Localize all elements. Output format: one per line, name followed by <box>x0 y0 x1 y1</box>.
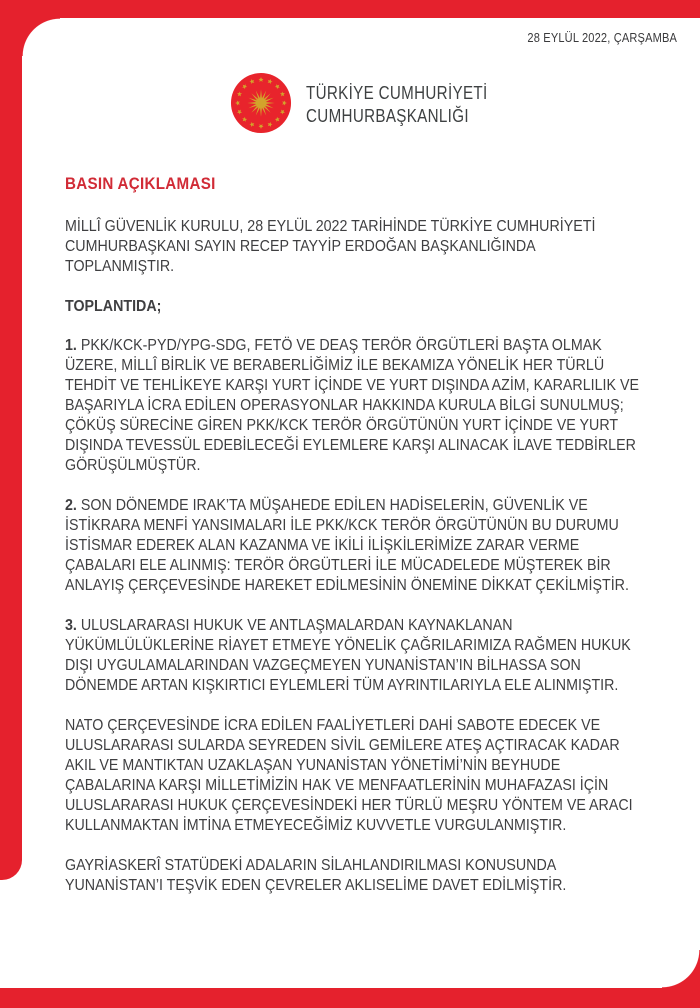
meeting-subheading: TOPLANTIDA; <box>65 298 162 315</box>
numbered-item-2 <box>65 496 643 596</box>
item-1-number: 1. <box>65 337 77 354</box>
paragraph-nato: NATO ÇERÇEVESİNDE İCRA EDİLEN FAALİYETLERİ DAHİ SABOTE EDECEK VE ULUSLARARASI SULARDA SEYREDEN SİVİL GEMİLERE ATEŞ AÇTIRACAK KADAR AKIL VE MANTIKTAN UZAKLAŞAN YUNANİSTAN YÖNETİMİ’NİN BEYHUDE ÇABALARINA KARŞI MİLLETİMİZİN HAK VE MENFAATLERİNİN MUHAFAZASI İÇİN ULUSLARARASI HUKUK ÇERÇEVESİNDEKİ HER TÜRLÜ MEŞRU YÖNTEM VE ARACI KULLANMAKTAN İMTİNA ETMEYECEĞİMİZ KUVVETLE VURGULANMIŞTIR. <box>65 717 633 834</box>
press-release-body <box>65 174 643 896</box>
item-2-text: SON DÖNEMDE IRAK’TA MÜŞAHEDE EDİLEN HADİSELERİN, GÜVENLİK VE İSTİKRARA MENFİ YANSIMALARI İLE PKK/KCK TERÖR ÖRGÜTÜNÜN BU DURUMU İSTİSMAR EDEREK ALAN KAZANMA VE İKİLİ İLİŞKİLERİMİZE ZARAR VERME ÇABALARI ELE ALINMIŞ: TERÖR ÖRGÜTLERİ İLE MÜCADELEDE MÜŞTEREK BİR ANLAYIŞ ÇERÇEVESİNDE HAREKET EDİLMESİNİN ÖNEMİNE DİKKAT ÇEKİLMİŞTİR. <box>65 497 629 594</box>
press-release-title: BASIN AÇIKLAMASI <box>65 175 216 193</box>
item-3-number: 3. <box>65 617 77 634</box>
frame-corner-bottom-right <box>662 950 700 988</box>
item-3-text: ULUSLARARASI HUKUK VE ANTLAŞMALARDAN KAYNAKLANAN YÜKÜMLÜLÜKLERİNE RİAYET ETMEYE YÖNELİK ÇAĞRILARIMIZA RAĞMEN HUKUK DIŞI UYGULAMALARINDAN VAZGEÇMEYEN YUNANİSTAN’IN BİLHASSA SON DÖNEMDE ARTAN KIŞKIRTICI EYLEMLERİ TÜM AYRINTILARIYLA ELE ALINMIŞTIR. <box>65 617 631 694</box>
intro-paragraph: MİLLÎ GÜVENLİK KURULU, 28 EYLÜL 2022 TARİHİNDE TÜRKİYE CUMHURİYETİ CUMHURBAŞKANI SAYIN RECEP TAYYİP ERDOĞAN BAŞKANLIĞINDA TOPLANMIŞTIR. <box>65 218 596 275</box>
item-2-number: 2. <box>65 497 77 514</box>
numbered-item-1 <box>65 336 643 476</box>
frame-top-band <box>0 0 700 18</box>
frame-bottom-band <box>0 988 700 1008</box>
date-line: 28 EYLÜL 2022, ÇARŞAMBA <box>527 30 677 45</box>
paragraph-islands: GAYRİASKERÎ STATÜDEKİ ADALARIN SİLAHLANDIRILMASI KONUSUNDA YUNANİSTAN’I TEŞVİK EDEN ÇEVRELER AKLISELİME DAVET EDİLMİŞTİR. <box>65 857 567 894</box>
item-1-text: PKK/KCK-PYD/YPG-SDG, FETÖ VE DEAŞ TERÖR ÖRGÜTLERİ BAŞTA OLMAK ÜZERE, MİLLÎ BİRLİK VE BERABERLİĞİMİZ İLE BEKAMIZA YÖNELİK HER TÜRLÜ TEHDİT VE TEHLİKEYE KARŞI YURT İÇİNDE VE YURT DIŞINDA AZİM, KARARLILIK VE BAŞARIYLA İCRA EDİLEN OPERASYONLAR HAKKINDA KURULA BİLGİ SUNULMUŞ; ÇÖKÜŞ SÜRECİNE GİREN PKK/KCK TERÖR ÖRGÜTÜNÜN YURT İÇİNDE VE YURT DIŞINDA TEVESSÜL EDEBİLECEĞİ EYLEMLERE KARŞI ALINACAK İLAVE TEDBİRLER GÖRÜŞÜLMÜŞTÜR. <box>65 337 640 474</box>
org-name-line2: CUMHURBAŞKANLIĞI <box>306 105 469 126</box>
frame-corner-top-left <box>22 18 60 56</box>
presidency-seal-icon <box>230 72 292 134</box>
frame-left-bar <box>0 0 22 880</box>
org-name <box>306 81 488 127</box>
org-name-line1: TÜRKİYE CUMHURİYETİ <box>306 82 488 103</box>
numbered-item-3 <box>65 616 643 696</box>
